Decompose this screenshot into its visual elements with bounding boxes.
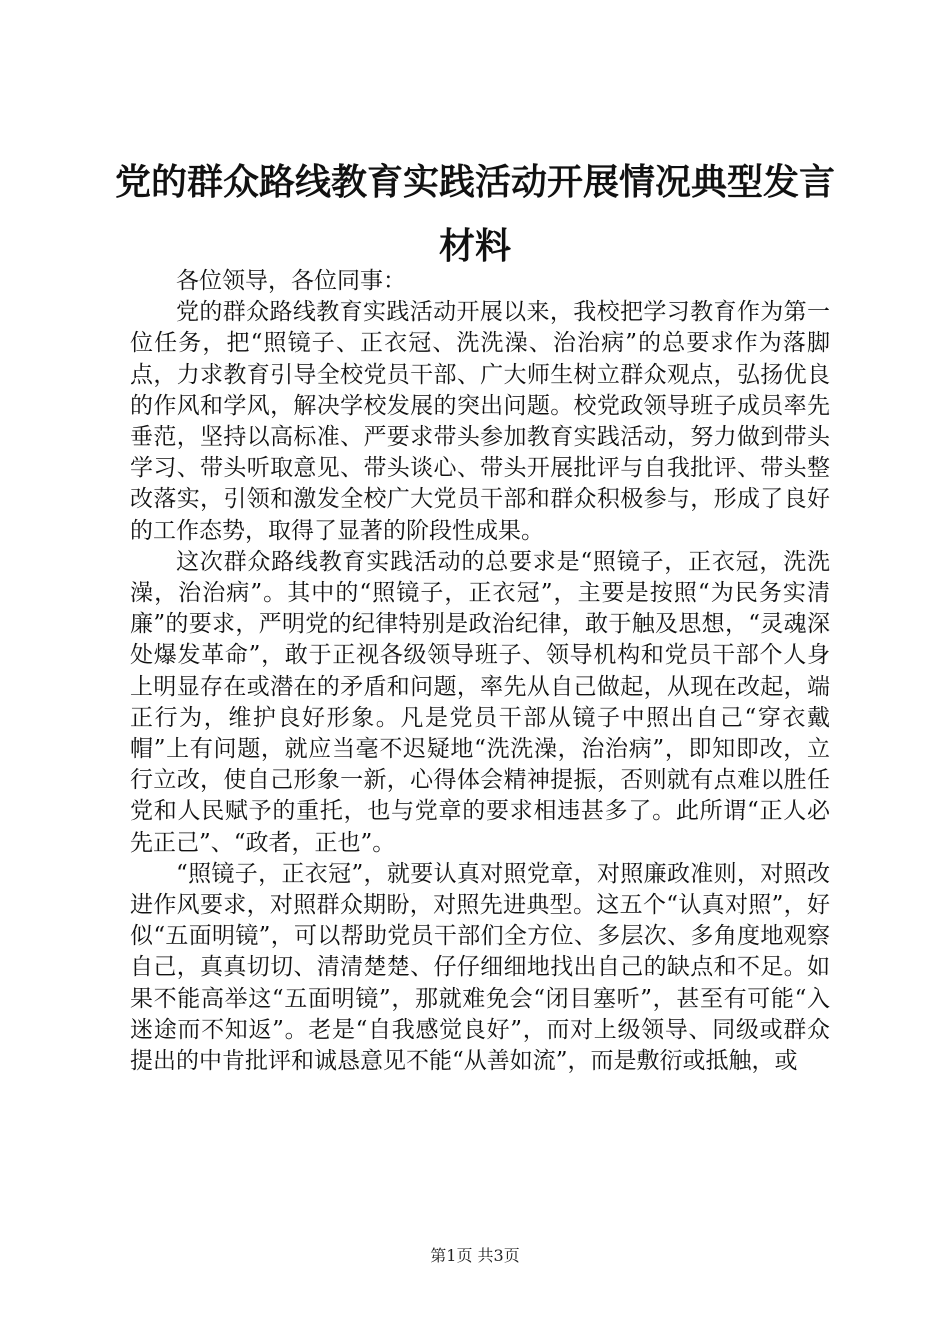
page-footer: 第1页 共3页 [430, 1246, 520, 1265]
title-line-1: 党的群众路线教育实践活动开展情况典型发言 [114, 161, 835, 203]
paragraph-3: “照镜子，正衣冠”，就要认真对照党章，对照廉政准则，对照改进作风要求，对照群众期盼，对照先进典型。这五个“认真对照”，好似“五面明镜”，可以帮助党员干部们全方位、多层次、多角度地观察自己，真真切切、清清楚楚、仔仔细细地找出自己的缺点和不足。如果不能高举这“五面明镜”，那就难免会“闭目塞听”，甚至有可能“入迷途而不知返”。老是“自我感觉良好”，而对上级领导、同级或群众提出的中肯批评和诚恳意见不能“从善如流”，而是敷衍或抵触，或 [130, 860, 830, 1075]
salutation: 各位领导，各位同事： [176, 268, 406, 294]
document-body [130, 266, 830, 1077]
paragraph-2: 这次群众路线教育实践活动的总要求是“照镜子，正衣冠，洗洗澡，治治病”。其中的“照镜子，正衣冠”，主要是按照“为民务实清廉”的要求，严明党的纪律特别是政治纪律，敢于触及思想，“灵魂深处爆发革命”，敢于正视各级领导班子、领导机构和党员干部个人身上明显存在或潜在的矛盾和问题，率先从自己做起，从现在改起，端正行为，维护良好形象。凡是党员干部从镜子中照出自己“穿衣戴帽”上有问题，就应当毫不迟疑地“洗洗澡，治治病”，即知即改，立行立改，使自己形象一新，心得体会精神提振，否则就有点难以胜任党和人民赋予的重托，也与党章的要求相违甚多了。此所谓“正人必先正己”、“政者，正也”。 [130, 548, 830, 856]
title-line-2: 材料 [438, 225, 511, 267]
paragraph-1: 党的群众路线教育实践活动开展以来，我校把学习教育作为第一位任务，把“照镜子、正衣冠、洗洗澡、治治病”的总要求作为落脚点，力求教育引导全校党员干部、广大师生树立群众观点，弘扬优良的作风和学风，解决学校发展的突出问题。校党政领导班子成员率先垂范，坚持以高标准、严要求带头参加教育实践活动，努力做到带头学习、带头听取意见、带头谈心、带头开展批评与自我批评、带头整改落实，引领和激发全校广大党员干部和群众积极参与，形成了良好的工作态势，取得了显著的阶段性成果。 [130, 299, 830, 544]
document-title [110, 150, 840, 278]
